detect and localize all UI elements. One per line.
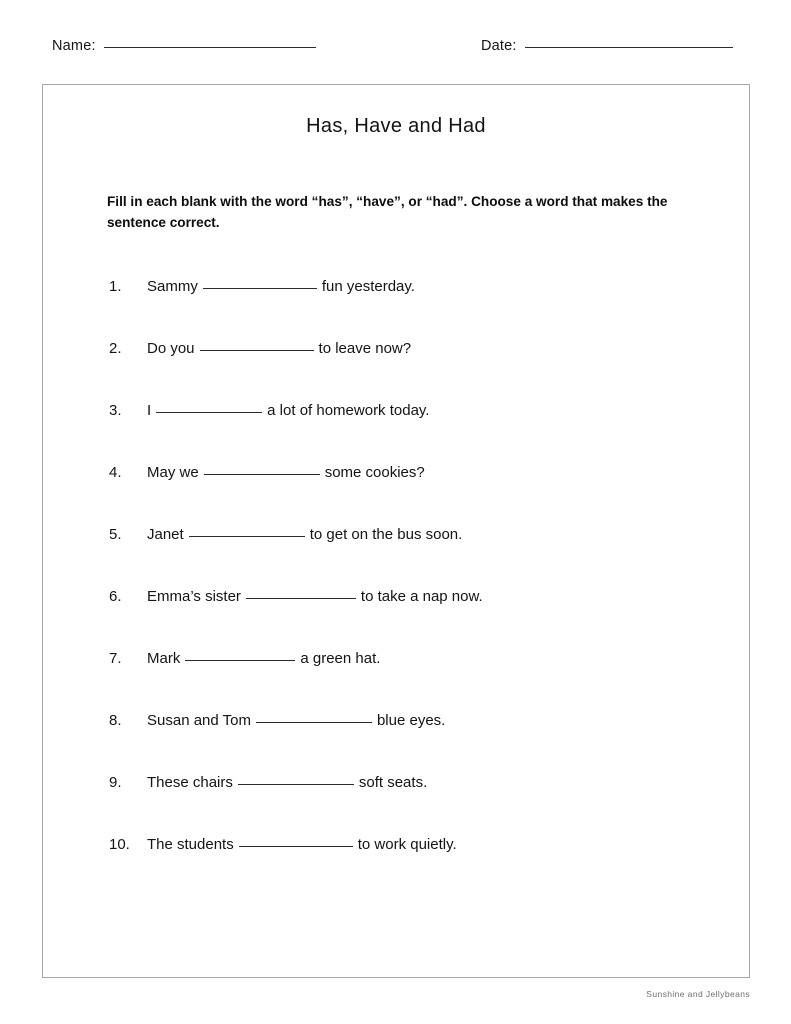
answer-blank[interactable] [204,474,320,475]
name-write-line[interactable] [104,47,316,48]
answer-blank[interactable] [203,288,317,289]
question-number: 9. [109,774,122,791]
student-info-header [0,38,791,66]
sentence-suffix: blue eyes. [376,712,446,729]
sentence-prefix: Janet [147,526,184,543]
question-list [43,278,749,898]
sentence-prefix: Sammy [147,278,198,295]
question-sentence [147,774,427,791]
question-sentence [147,712,445,729]
footer-credit: Sunshine and Jellybeans [646,989,750,999]
question-sentence [147,526,462,543]
answer-blank[interactable] [246,598,356,599]
question-number: 7. [109,650,122,667]
question-item [43,774,749,836]
sentence-suffix: to get on the bus soon. [309,526,463,543]
sentence-prefix: I [147,402,152,419]
sentence-prefix: Emma’s sister [147,588,241,605]
sentence-prefix: Do you [147,340,195,357]
question-item [43,464,749,526]
name-field [52,38,316,54]
question-item [43,712,749,774]
question-number: 2. [109,340,122,357]
question-number: 3. [109,402,122,419]
sentence-suffix: a green hat. [300,650,381,667]
question-number: 8. [109,712,122,729]
page-title: Has, Have and Had [306,115,486,137]
question-item [43,402,749,464]
sentence-suffix: a lot of homework today. [267,402,430,419]
question-sentence [147,402,429,419]
sentence-prefix: These chairs [147,774,233,791]
answer-blank[interactable] [200,350,314,351]
answer-blank[interactable] [256,722,372,723]
date-write-line[interactable] [525,47,733,48]
question-item [43,526,749,588]
question-sentence [147,340,411,357]
question-number: 5. [109,526,122,543]
answer-blank[interactable] [238,784,354,785]
question-number: 10. [109,836,130,853]
sentence-prefix: Susan and Tom [147,712,251,729]
answer-blank[interactable] [189,536,305,537]
sentence-suffix: some cookies? [324,464,425,481]
sentence-suffix: fun yesterday. [321,278,415,295]
sentence-suffix: soft seats. [358,774,428,791]
question-item [43,278,749,340]
name-label: Name: [52,38,96,54]
sentence-prefix: Mark [147,650,181,667]
sentence-prefix: The students [147,836,234,853]
question-sentence [147,836,457,853]
answer-blank[interactable] [156,412,262,413]
sentence-suffix: to work quietly. [357,836,457,853]
question-number: 4. [109,464,122,481]
question-number: 1. [109,278,122,295]
question-item [43,588,749,650]
question-sentence [147,588,483,605]
date-field [481,38,733,54]
question-sentence [147,464,425,481]
date-label: Date: [481,38,517,54]
instructions-text: Fill in each blank with the word “has”, “have”, or “had”. Choose a word that makes the sentence correct. [107,194,668,231]
answer-blank[interactable] [185,660,295,661]
question-item [43,340,749,402]
question-sentence [147,650,380,667]
answer-blank[interactable] [239,846,353,847]
question-sentence [147,278,415,295]
question-item [43,836,749,898]
question-item [43,650,749,712]
sentence-prefix: May we [147,464,199,481]
question-number: 6. [109,588,122,605]
sentence-suffix: to take a nap now. [360,588,483,605]
sentence-suffix: to leave now? [318,340,412,357]
worksheet-frame [42,84,750,978]
